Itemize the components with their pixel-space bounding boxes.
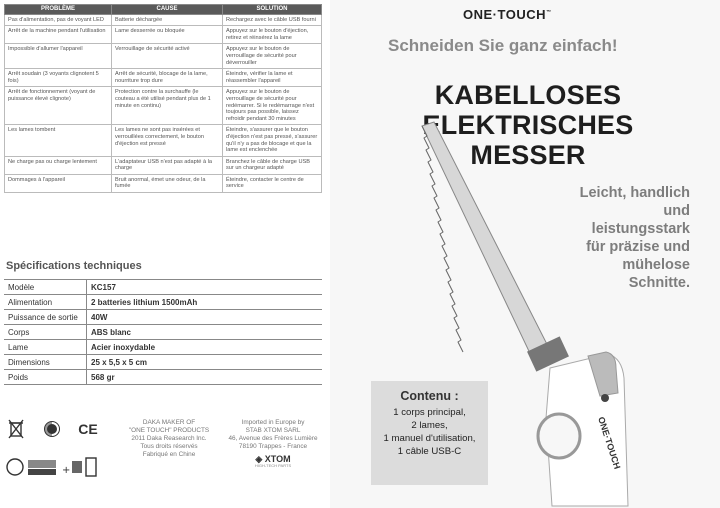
table-cell: Bruit anormal, émet une odeur, de la fumée [112,174,223,192]
table-cell: Éteindre, s'assurer que le bouton d'éjection n'est pas pressé, s'assurer qu'il n'y a pas de blocage et que la lame est enclenchée [223,125,322,156]
maker-line: 2011 Daka Reasearch Inc. [131,435,207,442]
maker-line: DAKA MAKER OF [142,419,196,426]
spec-row [4,295,322,310]
table-row [5,156,322,174]
spec-row [4,355,322,370]
table-cell: Pas d'alimentation, pas de voyant LED [5,14,112,26]
contents-box [371,381,488,485]
table-row [5,87,322,125]
left-panel [0,0,330,508]
importer-line: STAB XTOM SARL [245,427,301,434]
table-header-row [5,5,322,15]
brand-logo: ONE·TOUCH™ [463,7,552,22]
spec-label: Alimentation [4,295,87,310]
spec-value: 568 gr [87,370,323,385]
importer-line: 78190 Trappes - France [238,443,308,450]
column-header: PROBLÈME [5,5,112,15]
headline-line: MESSER [470,140,586,170]
spec-label: Poids [4,370,87,385]
table-cell: Branchez le câble de charge USB sur un chargeur adapté [223,156,322,174]
column-header: SOLUTION [223,5,322,15]
table-row [5,26,322,44]
contents-list [371,406,488,458]
contents-item: 1 corps principal, [393,407,466,418]
specs-title: Spécifications techniques [6,260,142,272]
spec-value: 25 x 5,5 x 5 cm [87,355,323,370]
feature-line: leistungsstark [591,221,690,237]
table-cell: Arrêt de sécurité, blocage de la lame, nourriture trop dure [112,69,223,87]
table-cell: Impossible d'allumer l'appareil [5,44,112,69]
xtom-subtitle: HIGH-TECH PARTS [254,463,292,468]
importer-info [218,419,328,468]
spec-label: Dimensions [4,355,87,370]
specs-table [4,279,322,385]
contents-item: 2 lames, [411,420,448,431]
spec-value: 40W [87,310,323,325]
table-cell: Protection contre la surchauffe (le couteau a été utilisé pendant plus de 1 minute en continu) [112,87,223,125]
feature-line: mühelose [622,257,690,273]
table-cell: Batterie déchargée [112,14,223,26]
feature-text [540,184,690,292]
feature-line: Schnitte. [628,275,690,291]
tagline: Schneiden Sie ganz einfach! [388,36,618,55]
spec-row [4,340,322,355]
table-cell: Ne charge pas ou charge lentement [5,156,112,174]
importer-line: 46, Avenue des Frères Lumière [228,435,318,442]
table-cell: Appuyez sur le bouton de verrouillage de sécurité pour déverrouiller [223,44,322,69]
table-row [5,174,322,192]
table-cell: Arrêt de fonctionnement (voyant de puissance élevé clignote) [5,87,112,125]
svg-text:+: + [62,465,71,476]
spec-row [4,310,322,325]
xtom-logo: ◈ XTOM [255,454,291,464]
table-row [5,14,322,26]
table-cell: Les lames tombent [5,125,112,156]
maker-line: Tous droits réservés [140,443,198,450]
table-cell: L'adaptateur USB n'est pas adapté à la charge [112,156,223,174]
table-cell: Les lames ne sont pas insérées et verrouillées correctement, le bouton d'éjection est pressé [112,125,223,156]
table-cell: Éteindre, vérifier la lame et réassembler l'appareil [223,69,322,87]
compliance-icons [6,418,106,488]
spec-value: ABS blanc [87,325,323,340]
device-label: ONE·TOUCH [596,415,623,471]
contents-item: 1 manuel d'utilisation, [383,433,476,444]
table-cell: Arrêt soudain (3 voyants clignotent 5 fois) [5,69,112,87]
spec-row [4,280,322,295]
table-cell: Appuyez sur le bouton d'éjection, retirez et réinsérez la lame [223,26,322,44]
table-cell: Rechargez avec le câble USB fourni [223,14,322,26]
contents-item: 1 câble USB-C [397,446,462,457]
importer-line: Imported in Europe by [241,419,305,426]
xtom-logo-text: XTOM [264,454,291,464]
feature-line: und [663,203,690,219]
contents-title: Contenu : [400,389,459,403]
ce-mark-icon: CE [78,421,98,437]
spec-label: Lame [4,340,87,355]
feature-line: für präzise und [586,239,690,255]
spec-value: Acier inoxydable [87,340,323,355]
brand-part2: TOUCH [497,7,546,22]
troubleshooting-table [4,4,322,193]
spec-label: Modèle [4,280,87,295]
table-row [5,125,322,156]
feature-line: Leicht, handlich [579,185,690,201]
table-row [5,44,322,69]
table-cell: Lame desserrée ou bloquée [112,26,223,44]
table-cell: Éteindre, contacter le centre de service [223,174,322,192]
headline-line: KABELLOSES ELEKTRISCHES [422,80,634,140]
spec-value: KC157 [87,280,323,295]
table-row [5,69,322,87]
trademark: ™ [546,9,552,16]
table-cell: Dommages à l'appareil [5,174,112,192]
brand-part1: ONE [463,7,493,22]
spec-label: Corps [4,325,87,340]
table-cell: Arrêt de la machine pendant l'utilisation [5,26,112,44]
spec-value: 2 batteries lithium 1500mAh [87,295,323,310]
maker-line: Fabriqué en Chine [142,451,196,458]
column-header: CAUSE [112,5,223,15]
weee-bin-icon [6,418,26,440]
spec-row [4,325,322,340]
recycling-sort-icon [6,456,98,478]
green-dot-icon [42,419,62,439]
table-cell: Verrouillage de sécurité activé [112,44,223,69]
table-cell: Appuyez sur le bouton de verrouillage de sécurité pour redémarrer. Si le redémarrage n'est toujours pas possible, laissez refroidir pendant 30 minutes [223,87,322,125]
maker-line: "ONE TOUCH" PRODUCTS [128,427,210,434]
spec-row [4,370,322,385]
spec-label: Puissance de sortie [4,310,87,325]
maker-info [124,419,214,459]
